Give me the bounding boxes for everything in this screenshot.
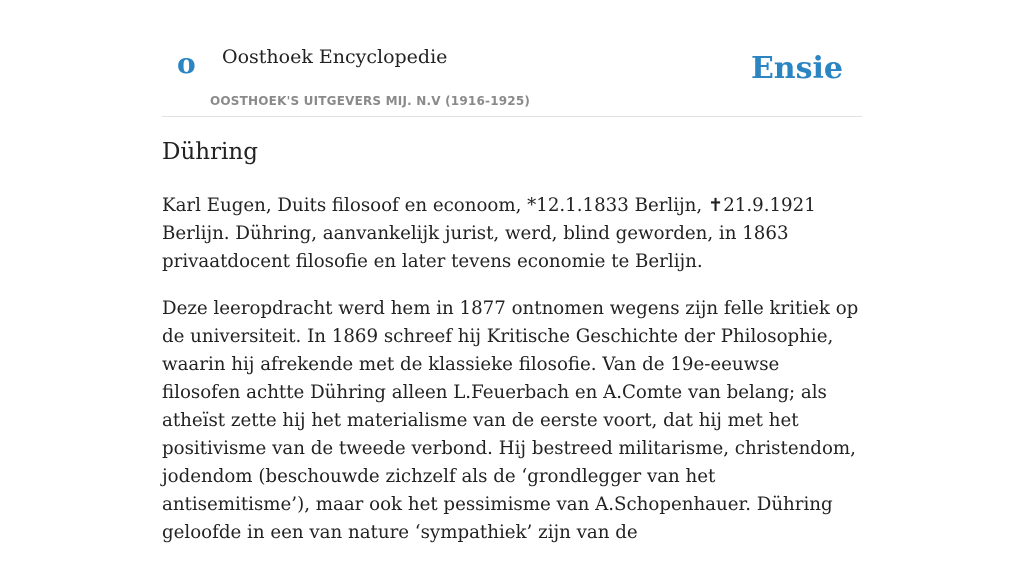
site-header <box>162 0 862 117</box>
article-paragraph: Karl Eugen, Duits filosoof en econoom, *12.1.1833 Berlijn, ✝21.9.1921 Berlijn. Dühring, aanvankelijk jurist, werd, blind geworden, in 1863 privaatdocent filosofie en later tevens economie te Berlijn. <box>162 194 816 272</box>
article-title: Dühring <box>162 139 258 165</box>
article-paragraph: Deze leeropdracht werd hem in 1877 ontnomen wegens zijn felle kritiek op de universiteit. In 1869 schreef hij Kritische Geschichte der Philosophie, waarin hij afrekende met de klassieke filosofie. Van de 19e-eeuwse filosofen achtte Dühring alleen L.Feuerbach en A.Comte van belang; als atheïst zette hij het materialisme van de eerste voort, dat hij met het positivisme van de tweede verbond. Hij bestreed militarisme, christendom, jodendom (beschouwde zichzelf als de ‘grondlegger van het antisemitisme’), maar ook het pessimisme van A.Schopenhauer. Dühring geloofde in een van nature ‘sympathiek’ zijn van de <box>162 297 859 543</box>
article-content <box>162 138 862 566</box>
ensie-brand-link[interactable]: Ensie <box>750 51 843 86</box>
site-logo[interactable]: o <box>177 47 196 80</box>
publisher-label: OOSTHOEK'S UITGEVERS MIJ. N.V (1916-1925) <box>210 94 531 108</box>
site-title[interactable]: Oosthoek Encyclopedie <box>222 46 448 68</box>
